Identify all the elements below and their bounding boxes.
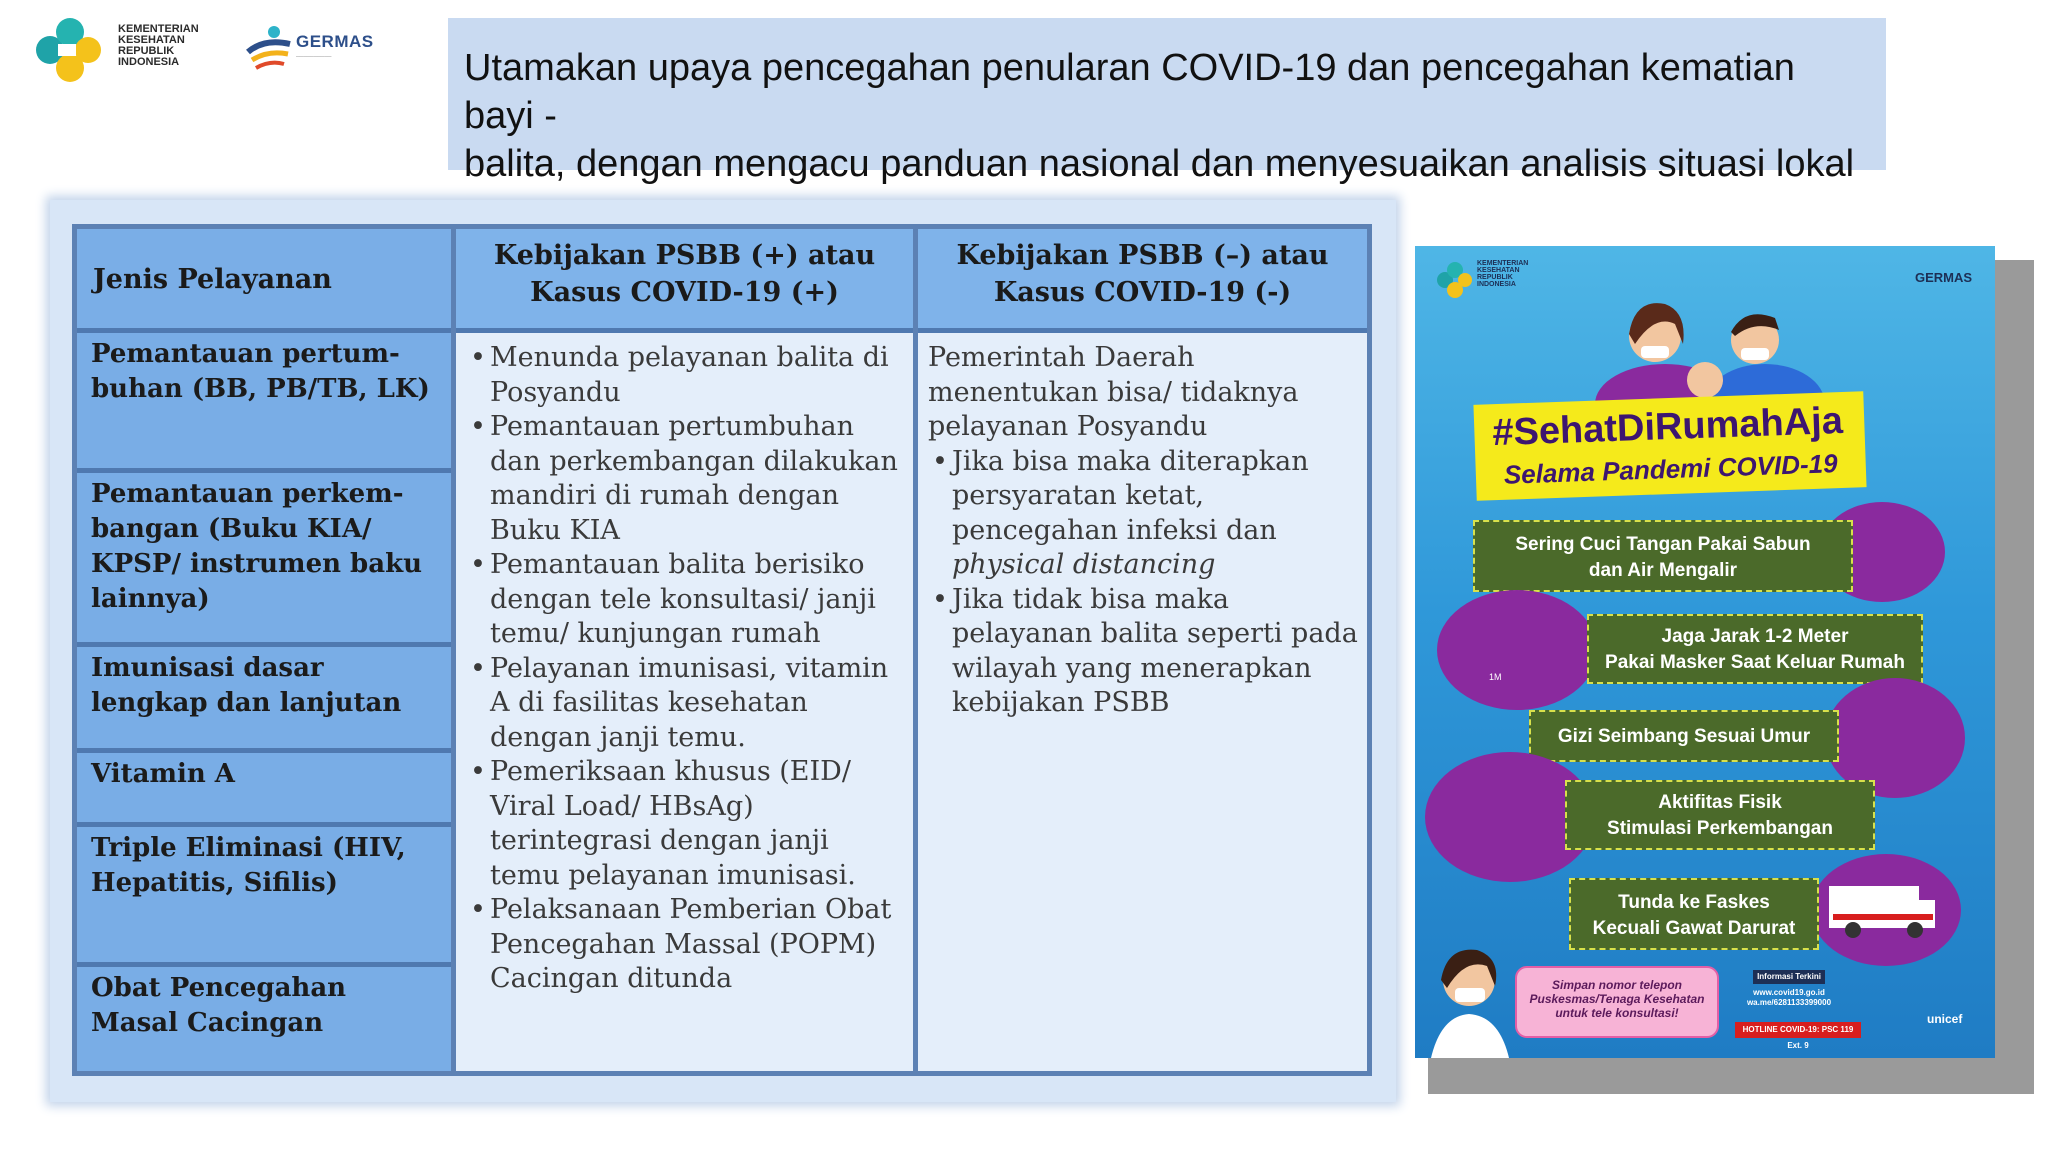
distance-illustration	[1437, 590, 1597, 710]
poster-item: Aktifitas Fisik Stimulasi Perkembangan	[1565, 780, 1875, 850]
policy-table	[72, 224, 1372, 1076]
header-psbb-positive: Kebijakan PSBB (+) atau Kasus COVID-19 (+)	[456, 229, 913, 333]
distance-label: 1M	[1489, 672, 1502, 682]
poster-kemkes-text: KEMENTERIAN KESEHATAN REPUBLIK INDONESIA	[1477, 260, 1529, 288]
list-item: • Pemantauan pertumbuhan dan perkembangan dilakukan mandiri di rumah dengan Buku KIA	[466, 410, 906, 548]
policy-table-panel	[50, 200, 1396, 1102]
poster-item: Tunda ke Faskes Kecuali Gawat Darurat	[1569, 878, 1819, 950]
column-divider	[913, 229, 918, 1071]
list-item: • Menunda pelayanan balita di Posyandu	[466, 341, 906, 410]
column-divider	[451, 229, 456, 1071]
service-row: Vitamin A	[77, 753, 451, 827]
title-banner	[448, 18, 1886, 185]
poster-item: Jaga Jarak 1-2 Meter Pakai Masker Saat Keluar Rumah	[1587, 614, 1923, 684]
nurse-illustration-icon	[1421, 936, 1517, 1058]
list-item: • Jika bisa maka diterapkan persyaratan ketat, pencegahan infeksi dan physical distancing	[928, 445, 1358, 583]
kemkes-text: KEMENTERIAN KESEHATAN REPUBLIK INDONESIA	[118, 23, 199, 68]
service-row: Obat Pencegahan Masal Cacingan	[77, 967, 451, 1071]
psbb-negative-column	[918, 333, 1367, 1071]
poster-item: Gizi Seimbang Sesuai Umur	[1529, 710, 1839, 762]
poster-hotline: HOTLINE COVID-19: PSC 119 Ext. 9	[1735, 1022, 1861, 1038]
poster-hashtag-banner: #SehatDiRumahAja Selama Pandemi COVID-19	[1473, 391, 1866, 501]
poster-info: Informasi Terkini www.covid19.go.id wa.me/6281133399000	[1746, 972, 1832, 1007]
germas-emblem-icon	[244, 18, 300, 74]
list-item: • Pemantauan balita berisiko dengan tele konsultasi/ janji temu/ kunjungan rumah	[466, 548, 906, 652]
kemkes-logo	[24, 14, 234, 90]
list-item: Pemerintah Daerah menentukan bisa/ tidaknya pelayanan Posyandu	[928, 342, 1299, 442]
germas-logo	[244, 18, 394, 78]
service-row: Pemantauan pertum-buhan (BB, PB/TB, LK)	[77, 333, 451, 473]
header-jenis-pelayanan: Jenis Pelayanan	[77, 229, 451, 333]
poster-item: Sering Cuci Tangan Pakai Sabun dan Air Mengalir	[1473, 520, 1853, 592]
header-psbb-negative: Kebijakan PSBB (–) atau Kasus COVID-19 (-)	[918, 229, 1367, 333]
service-row: Pemantauan perkem-bangan (Buku KIA/ KPSP/ instrumen baku lainnya)	[77, 473, 451, 647]
germas-text: GERMAS	[296, 32, 374, 51]
list-item: • Pelayanan imunisasi, vitamin A di fasilitas kesehatan dengan janji temu.	[466, 652, 906, 756]
kemkes-flower-icon	[24, 14, 110, 86]
service-row: Imunisasi dasar lengkap dan lanjutan	[77, 647, 451, 753]
germas-subtext: ──────────	[296, 54, 332, 60]
list-item: • Pemeriksaan khusus (EID/ Viral Load/ HBsAg) terintegrasi dengan janji temu pelayanan imunisasi.	[466, 755, 906, 893]
ambulance-icon	[1827, 878, 1939, 940]
poster-germas-text: GERMAS	[1915, 270, 1973, 285]
page-title: Utamakan upaya pencegahan penularan COVID-19 dan pencegahan kematian bayi - balita, dengan mengacu panduan nasional dan menyesuaikan analisis situasi lokal	[464, 47, 1855, 185]
service-row: Triple Eliminasi (HIV, Hepatitis, Sifilis)	[77, 827, 451, 967]
unicef-logo: unicef	[1927, 1012, 1963, 1026]
list-item: • Pelaksanaan Pemberian Obat Pencegahan Massal (POPM) Cacingan ditunda	[466, 893, 906, 997]
sehat-di-rumah-poster	[1415, 246, 1995, 1058]
poster-note: Simpan nomor telepon Puskesmas/Tenaga Kesehatan untuk tele konsultasi!	[1515, 966, 1719, 1038]
poster-kemkes-icon	[1433, 260, 1477, 300]
list-item: • Jika tidak bisa maka pelayanan balita seperti pada wilayah yang menerapkan kebijakan PSBB	[928, 583, 1358, 721]
psbb-positive-column	[456, 333, 913, 1071]
